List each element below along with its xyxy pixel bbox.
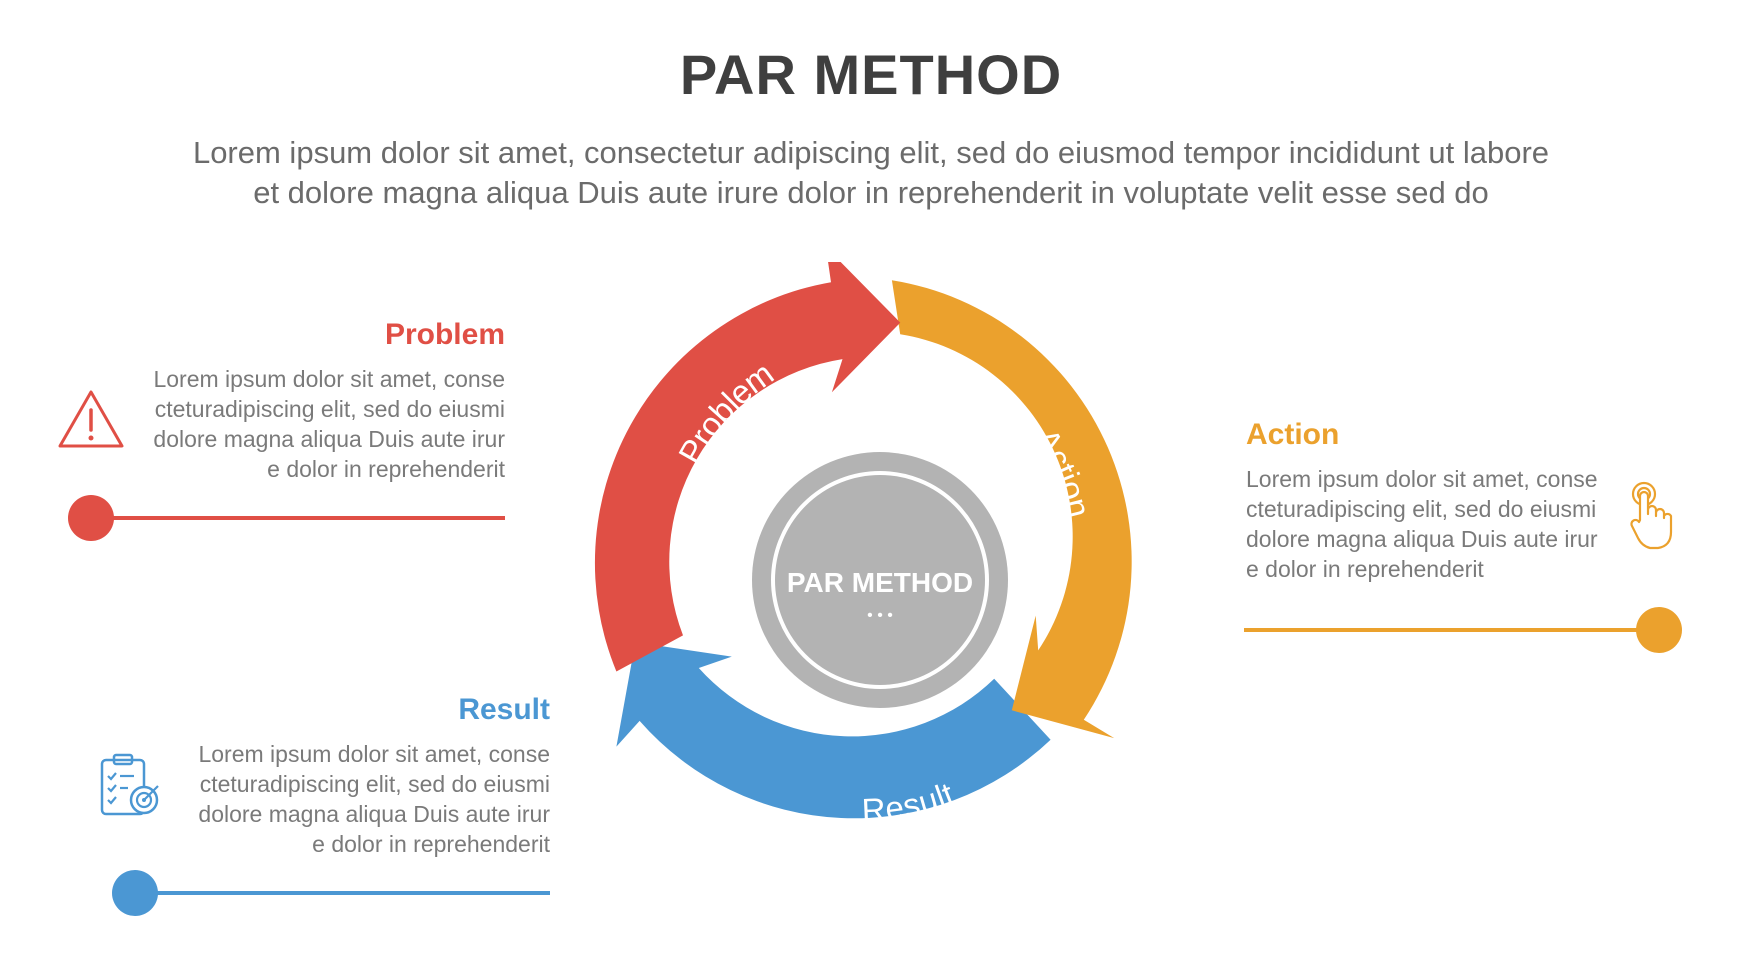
description-line: dolore magna aliqua Duis aute irur — [198, 801, 550, 827]
problem-connector-dot — [68, 495, 114, 541]
description-line: cteturadipiscing elit, sed do eiusmi — [1246, 496, 1597, 522]
description-line: e dolor in reprehenderit — [1246, 556, 1484, 582]
subtitle-line: Lorem ipsum dolor sit amet, consectetur adipiscing elit, sed do eiusmod tempor incididunt ut labore — [192, 135, 1550, 170]
clipboard-target-icon — [98, 752, 164, 818]
result-description — [150, 739, 550, 859]
description-line: Lorem ipsum dolor sit amet, conse — [198, 741, 550, 767]
description-line: cteturadipiscing elit, sed do eiusmi — [199, 771, 550, 797]
warning-triangle-icon — [56, 388, 126, 452]
action-description — [1246, 464, 1646, 584]
description-line: cteturadipiscing elit, sed do eiusmi — [154, 396, 505, 422]
problem-arrow-label: Problem — [671, 354, 781, 471]
action-connector-dot — [1636, 607, 1682, 653]
description-line: dolore magna aliqua Duis aute irur — [153, 426, 505, 452]
action-title: Action — [1246, 418, 1340, 451]
description-line: Lorem ipsum dolor sit amet, conse — [153, 366, 505, 392]
pointer-hand-icon — [1626, 480, 1676, 552]
center-dots: • • • — [867, 607, 893, 624]
description-line: dolore magna aliqua Duis aute irur — [1246, 526, 1598, 552]
description-line: e dolor in reprehenderit — [312, 831, 550, 857]
problem-description — [110, 364, 505, 484]
result-connector-dot — [112, 870, 158, 916]
problem-title: Problem — [384, 318, 505, 351]
description-line: e dolor in reprehenderit — [267, 456, 505, 482]
center-label: PAR METHOD — [786, 567, 974, 598]
description-line: Lorem ipsum dolor sit amet, conse — [1246, 466, 1598, 492]
result-connector-line — [134, 891, 550, 895]
action-arrow-label: Action — [1028, 421, 1098, 521]
problem-connector-line — [90, 516, 505, 520]
page-subtitle — [60, 133, 1682, 213]
action-connector-line — [1244, 628, 1654, 632]
subtitle-line: et dolore magna aliqua Duis aute irure dolor in reprehenderit in voluptate velit esse sed do — [253, 175, 1489, 210]
par-cycle-diagram — [580, 262, 1180, 882]
page-title: PAR METHOD — [679, 43, 1063, 106]
result-title: Result — [458, 693, 550, 726]
result-arrow-label: Result — [860, 774, 959, 829]
